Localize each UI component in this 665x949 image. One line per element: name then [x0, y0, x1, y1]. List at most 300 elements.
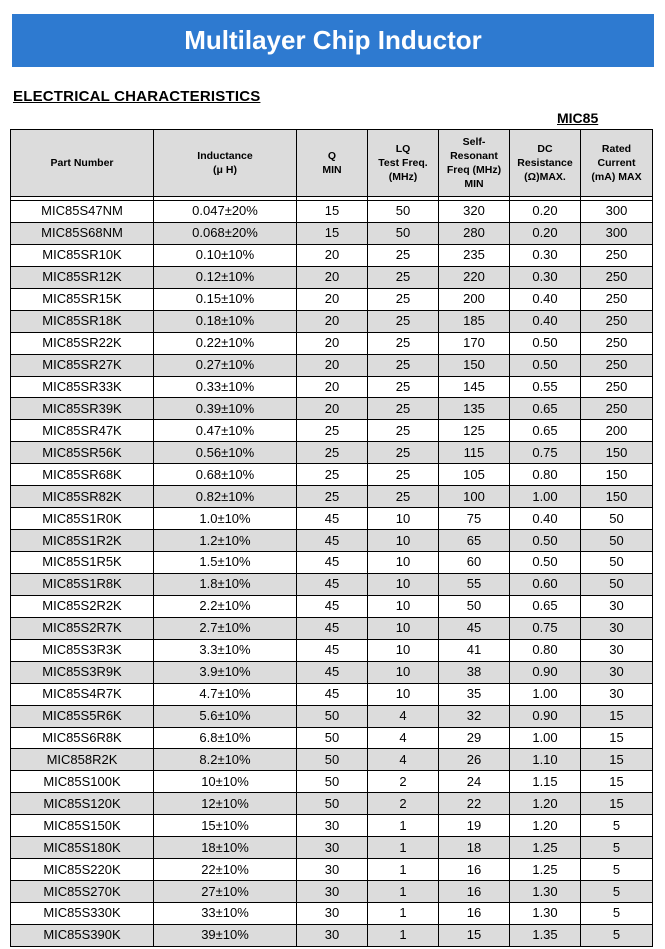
- cell-part-number: MIC85SR15K: [11, 288, 154, 310]
- cell-dc-resistance: 1.00: [510, 486, 581, 508]
- cell-rated-current: 5: [581, 837, 653, 859]
- cell-dc-resistance: 1.25: [510, 837, 581, 859]
- cell-inductance: 0.47±10%: [154, 420, 297, 442]
- cell-q-min: 30: [297, 859, 368, 881]
- cell-part-number: MIC85S1R8K: [11, 573, 154, 595]
- cell-lq-test-freq: 1: [368, 815, 439, 837]
- cell-inductance: 0.10±10%: [154, 244, 297, 266]
- cell-q-min: 45: [297, 617, 368, 639]
- column-header-lq-test-freq: [368, 130, 439, 197]
- table-row: [11, 639, 653, 661]
- column-header-text: Q: [327, 150, 337, 162]
- cell-part-number: MIC85S270K: [11, 881, 154, 903]
- cell-inductance: 6.8±10%: [154, 727, 297, 749]
- cell-rated-current: 30: [581, 661, 653, 683]
- cell-self-resonant-freq: 65: [439, 530, 510, 552]
- column-header-text: Inductance: [197, 150, 253, 162]
- section-heading: ELECTRICAL CHARACTERISTICS: [13, 88, 261, 105]
- cell-rated-current: 15: [581, 793, 653, 815]
- cell-self-resonant-freq: 100: [439, 486, 510, 508]
- table-row: [11, 398, 653, 420]
- cell-part-number: MIC85SR33K: [11, 376, 154, 398]
- cell-q-min: 50: [297, 705, 368, 727]
- cell-part-number: MIC85SR39K: [11, 398, 154, 420]
- cell-rated-current: 150: [581, 464, 653, 486]
- cell-dc-resistance: 0.80: [510, 464, 581, 486]
- cell-dc-resistance: 0.75: [510, 617, 581, 639]
- cell-inductance: 0.068±20%: [154, 222, 297, 244]
- table-row: [11, 354, 653, 376]
- cell-part-number: MIC85S6R8K: [11, 727, 154, 749]
- table-row: [11, 508, 653, 530]
- cell-self-resonant-freq: 55: [439, 573, 510, 595]
- cell-part-number: MIC85S390K: [11, 924, 154, 946]
- cell-inductance: 0.39±10%: [154, 398, 297, 420]
- cell-dc-resistance: 0.65: [510, 595, 581, 617]
- column-header-q-min: [297, 130, 368, 197]
- cell-inductance: 0.047±20%: [154, 201, 297, 223]
- cell-q-min: 45: [297, 639, 368, 661]
- cell-rated-current: 50: [581, 530, 653, 552]
- cell-inductance: 0.15±10%: [154, 288, 297, 310]
- cell-dc-resistance: 0.55: [510, 376, 581, 398]
- cell-lq-test-freq: 25: [368, 464, 439, 486]
- cell-dc-resistance: 0.30: [510, 266, 581, 288]
- table-row: [11, 749, 653, 771]
- cell-inductance: 3.3±10%: [154, 639, 297, 661]
- cell-self-resonant-freq: 280: [439, 222, 510, 244]
- table-row: [11, 661, 653, 683]
- table-header-row: [11, 130, 653, 197]
- cell-q-min: 30: [297, 924, 368, 946]
- cell-inductance: 15±10%: [154, 815, 297, 837]
- cell-dc-resistance: 0.50: [510, 530, 581, 552]
- cell-self-resonant-freq: 26: [439, 749, 510, 771]
- table-row: [11, 442, 653, 464]
- column-header-text: Test Freq.: [378, 157, 428, 169]
- table-row: [11, 310, 653, 332]
- cell-rated-current: 5: [581, 815, 653, 837]
- table-row: [11, 530, 653, 552]
- cell-q-min: 45: [297, 552, 368, 574]
- cell-rated-current: 30: [581, 595, 653, 617]
- cell-dc-resistance: 0.40: [510, 508, 581, 530]
- cell-q-min: 20: [297, 376, 368, 398]
- cell-self-resonant-freq: 41: [439, 639, 510, 661]
- cell-inductance: 0.56±10%: [154, 442, 297, 464]
- cell-inductance: 1.8±10%: [154, 573, 297, 595]
- cell-dc-resistance: 1.00: [510, 727, 581, 749]
- cell-inductance: 5.6±10%: [154, 705, 297, 727]
- cell-dc-resistance: 0.40: [510, 310, 581, 332]
- cell-dc-resistance: 1.25: [510, 859, 581, 881]
- cell-q-min: 20: [297, 266, 368, 288]
- table-body: [11, 197, 653, 947]
- column-header-text: MIN: [464, 178, 484, 190]
- cell-lq-test-freq: 25: [368, 310, 439, 332]
- column-header-text: Self-: [462, 136, 486, 148]
- cell-rated-current: 15: [581, 727, 653, 749]
- cell-lq-test-freq: 25: [368, 354, 439, 376]
- cell-self-resonant-freq: 170: [439, 332, 510, 354]
- cell-lq-test-freq: 10: [368, 573, 439, 595]
- table-row: [11, 288, 653, 310]
- cell-inductance: 39±10%: [154, 924, 297, 946]
- cell-inductance: 1.0±10%: [154, 508, 297, 530]
- cell-rated-current: 150: [581, 442, 653, 464]
- cell-inductance: 2.7±10%: [154, 617, 297, 639]
- cell-part-number: MIC85S1R0K: [11, 508, 154, 530]
- column-header-text: Rated: [601, 143, 632, 155]
- cell-q-min: 25: [297, 464, 368, 486]
- cell-self-resonant-freq: 35: [439, 683, 510, 705]
- cell-self-resonant-freq: 105: [439, 464, 510, 486]
- cell-rated-current: 250: [581, 332, 653, 354]
- cell-dc-resistance: 0.50: [510, 354, 581, 376]
- cell-lq-test-freq: 10: [368, 508, 439, 530]
- column-header-rated-current: [581, 130, 653, 197]
- table-row: [11, 244, 653, 266]
- cell-lq-test-freq: 2: [368, 771, 439, 793]
- cell-rated-current: 15: [581, 705, 653, 727]
- cell-self-resonant-freq: 45: [439, 617, 510, 639]
- cell-lq-test-freq: 10: [368, 530, 439, 552]
- cell-inductance: 0.33±10%: [154, 376, 297, 398]
- column-header-text: (μ H): [213, 164, 237, 176]
- cell-inductance: 0.82±10%: [154, 486, 297, 508]
- cell-rated-current: 250: [581, 310, 653, 332]
- cell-q-min: 45: [297, 683, 368, 705]
- cell-lq-test-freq: 1: [368, 837, 439, 859]
- cell-q-min: 20: [297, 354, 368, 376]
- cell-part-number: MIC85S2R7K: [11, 617, 154, 639]
- cell-part-number: MIC85SR27K: [11, 354, 154, 376]
- cell-q-min: 30: [297, 903, 368, 925]
- cell-part-number: MIC85SR82K: [11, 486, 154, 508]
- cell-inductance: 2.2±10%: [154, 595, 297, 617]
- cell-lq-test-freq: 4: [368, 727, 439, 749]
- table-row: [11, 332, 653, 354]
- cell-part-number: MIC85SR22K: [11, 332, 154, 354]
- table-row: [11, 222, 653, 244]
- cell-part-number: MIC85S1R2K: [11, 530, 154, 552]
- cell-self-resonant-freq: 235: [439, 244, 510, 266]
- cell-self-resonant-freq: 15: [439, 924, 510, 946]
- table-row: [11, 793, 653, 815]
- cell-self-resonant-freq: 32: [439, 705, 510, 727]
- cell-lq-test-freq: 1: [368, 924, 439, 946]
- cell-q-min: 25: [297, 486, 368, 508]
- cell-dc-resistance: 1.10: [510, 749, 581, 771]
- cell-self-resonant-freq: 50: [439, 595, 510, 617]
- table-row: [11, 837, 653, 859]
- page-title-banner: [12, 14, 654, 67]
- cell-self-resonant-freq: 125: [439, 420, 510, 442]
- cell-rated-current: 200: [581, 420, 653, 442]
- cell-dc-resistance: 0.75: [510, 442, 581, 464]
- table-row: [11, 683, 653, 705]
- column-header-self-resonant-freq: [439, 130, 510, 197]
- cell-rated-current: 250: [581, 288, 653, 310]
- cell-lq-test-freq: 10: [368, 595, 439, 617]
- cell-inductance: 8.2±10%: [154, 749, 297, 771]
- cell-inductance: 18±10%: [154, 837, 297, 859]
- cell-part-number: MIC85S220K: [11, 859, 154, 881]
- cell-lq-test-freq: 4: [368, 705, 439, 727]
- cell-part-number: MIC85S100K: [11, 771, 154, 793]
- cell-q-min: 45: [297, 661, 368, 683]
- cell-q-min: 25: [297, 420, 368, 442]
- cell-dc-resistance: 0.65: [510, 398, 581, 420]
- cell-rated-current: 250: [581, 244, 653, 266]
- cell-lq-test-freq: 10: [368, 617, 439, 639]
- table-row: [11, 617, 653, 639]
- cell-q-min: 45: [297, 595, 368, 617]
- column-header-inductance: [154, 130, 297, 197]
- cell-q-min: 45: [297, 530, 368, 552]
- cell-self-resonant-freq: 16: [439, 881, 510, 903]
- cell-lq-test-freq: 10: [368, 639, 439, 661]
- table-row: [11, 486, 653, 508]
- cell-self-resonant-freq: 18: [439, 837, 510, 859]
- table-row: [11, 595, 653, 617]
- column-header-text: Freq (MHz): [446, 164, 502, 176]
- cell-inductance: 33±10%: [154, 903, 297, 925]
- cell-q-min: 30: [297, 837, 368, 859]
- cell-rated-current: 15: [581, 749, 653, 771]
- cell-rated-current: 250: [581, 398, 653, 420]
- cell-q-min: 15: [297, 201, 368, 223]
- column-header-text: (Ω)MAX.: [524, 171, 566, 183]
- cell-lq-test-freq: 50: [368, 222, 439, 244]
- cell-inductance: 0.68±10%: [154, 464, 297, 486]
- table-row: [11, 815, 653, 837]
- cell-part-number: MIC85SR56K: [11, 442, 154, 464]
- table-row: [11, 903, 653, 925]
- cell-rated-current: 300: [581, 201, 653, 223]
- cell-dc-resistance: 0.60: [510, 573, 581, 595]
- column-header-text: LQ: [395, 143, 411, 155]
- cell-lq-test-freq: 25: [368, 244, 439, 266]
- cell-q-min: 20: [297, 332, 368, 354]
- cell-rated-current: 30: [581, 617, 653, 639]
- cell-dc-resistance: 1.15: [510, 771, 581, 793]
- table-row: [11, 201, 653, 223]
- cell-lq-test-freq: 1: [368, 903, 439, 925]
- cell-lq-test-freq: 10: [368, 552, 439, 574]
- cell-q-min: 50: [297, 749, 368, 771]
- cell-dc-resistance: 0.50: [510, 332, 581, 354]
- cell-dc-resistance: 0.65: [510, 420, 581, 442]
- cell-self-resonant-freq: 320: [439, 201, 510, 223]
- cell-inductance: 22±10%: [154, 859, 297, 881]
- cell-part-number: MIC85S120K: [11, 793, 154, 815]
- cell-self-resonant-freq: 115: [439, 442, 510, 464]
- cell-self-resonant-freq: 24: [439, 771, 510, 793]
- electrical-characteristics-table: [10, 129, 653, 947]
- table-row: [11, 727, 653, 749]
- cell-lq-test-freq: 4: [368, 749, 439, 771]
- cell-dc-resistance: 0.80: [510, 639, 581, 661]
- cell-lq-test-freq: 1: [368, 881, 439, 903]
- table-row: [11, 420, 653, 442]
- cell-rated-current: 5: [581, 903, 653, 925]
- cell-part-number: MIC85S47NM: [11, 201, 154, 223]
- page-title: Multilayer Chip Inductor: [184, 25, 482, 55]
- cell-part-number: MIC85S68NM: [11, 222, 154, 244]
- cell-part-number: MIC85SR12K: [11, 266, 154, 288]
- cell-part-number: MIC85S330K: [11, 903, 154, 925]
- cell-inductance: 4.7±10%: [154, 683, 297, 705]
- cell-lq-test-freq: 2: [368, 793, 439, 815]
- cell-lq-test-freq: 50: [368, 201, 439, 223]
- cell-part-number: MIC85S150K: [11, 815, 154, 837]
- table-row: [11, 924, 653, 946]
- cell-self-resonant-freq: 220: [439, 266, 510, 288]
- cell-lq-test-freq: 10: [368, 683, 439, 705]
- cell-self-resonant-freq: 185: [439, 310, 510, 332]
- cell-q-min: 50: [297, 793, 368, 815]
- cell-q-min: 50: [297, 771, 368, 793]
- cell-q-min: 20: [297, 244, 368, 266]
- column-header-text: Part Number: [50, 157, 114, 169]
- cell-rated-current: 50: [581, 573, 653, 595]
- column-header-text: Current: [597, 157, 636, 169]
- cell-inductance: 12±10%: [154, 793, 297, 815]
- cell-rated-current: 50: [581, 552, 653, 574]
- model-label: MIC85: [557, 110, 599, 126]
- column-header-text: Resonant: [450, 150, 498, 162]
- cell-inductance: 1.2±10%: [154, 530, 297, 552]
- cell-dc-resistance: 0.20: [510, 201, 581, 223]
- cell-self-resonant-freq: 150: [439, 354, 510, 376]
- cell-rated-current: 30: [581, 683, 653, 705]
- column-header-text: Resistance: [517, 157, 573, 169]
- cell-self-resonant-freq: 60: [439, 552, 510, 574]
- cell-self-resonant-freq: 16: [439, 903, 510, 925]
- cell-part-number: MIC85SR10K: [11, 244, 154, 266]
- table-row: [11, 376, 653, 398]
- cell-self-resonant-freq: 200: [439, 288, 510, 310]
- cell-lq-test-freq: 25: [368, 442, 439, 464]
- cell-inductance: 3.9±10%: [154, 661, 297, 683]
- cell-lq-test-freq: 10: [368, 661, 439, 683]
- cell-part-number: MIC85S2R2K: [11, 595, 154, 617]
- column-header-text: (mA) MAX: [591, 171, 642, 183]
- cell-dc-resistance: 1.00: [510, 683, 581, 705]
- cell-q-min: 30: [297, 815, 368, 837]
- cell-dc-resistance: 1.20: [510, 793, 581, 815]
- cell-dc-resistance: 1.30: [510, 903, 581, 925]
- cell-part-number: MIC85S180K: [11, 837, 154, 859]
- cell-self-resonant-freq: 16: [439, 859, 510, 881]
- column-header-dc-resistance: [510, 130, 581, 197]
- cell-q-min: 20: [297, 288, 368, 310]
- cell-part-number: MIC85S1R5K: [11, 552, 154, 574]
- cell-part-number: MIC85S4R7K: [11, 683, 154, 705]
- cell-lq-test-freq: 25: [368, 398, 439, 420]
- table-row: [11, 573, 653, 595]
- column-header-text: (MHz): [388, 171, 418, 183]
- cell-dc-resistance: 1.35: [510, 924, 581, 946]
- cell-self-resonant-freq: 29: [439, 727, 510, 749]
- cell-rated-current: 150: [581, 486, 653, 508]
- cell-inductance: 0.27±10%: [154, 354, 297, 376]
- cell-self-resonant-freq: 19: [439, 815, 510, 837]
- cell-q-min: 50: [297, 727, 368, 749]
- cell-rated-current: 50: [581, 508, 653, 530]
- cell-q-min: 15: [297, 222, 368, 244]
- cell-rated-current: 300: [581, 222, 653, 244]
- cell-lq-test-freq: 25: [368, 376, 439, 398]
- cell-lq-test-freq: 25: [368, 266, 439, 288]
- cell-rated-current: 250: [581, 266, 653, 288]
- table-row: [11, 859, 653, 881]
- cell-lq-test-freq: 1: [368, 859, 439, 881]
- cell-lq-test-freq: 25: [368, 420, 439, 442]
- table-row: [11, 771, 653, 793]
- cell-dc-resistance: 1.20: [510, 815, 581, 837]
- cell-lq-test-freq: 25: [368, 332, 439, 354]
- cell-inductance: 0.18±10%: [154, 310, 297, 332]
- cell-part-number: MIC85SR18K: [11, 310, 154, 332]
- cell-rated-current: 15: [581, 771, 653, 793]
- cell-lq-test-freq: 25: [368, 288, 439, 310]
- cell-inductance: 0.22±10%: [154, 332, 297, 354]
- cell-rated-current: 30: [581, 639, 653, 661]
- cell-q-min: 20: [297, 398, 368, 420]
- cell-dc-resistance: 0.30: [510, 244, 581, 266]
- table-row: [11, 464, 653, 486]
- cell-inductance: 1.5±10%: [154, 552, 297, 574]
- column-header-text: MIN: [322, 164, 342, 176]
- cell-inductance: 10±10%: [154, 771, 297, 793]
- cell-part-number: MIC85SR68K: [11, 464, 154, 486]
- cell-q-min: 25: [297, 442, 368, 464]
- cell-dc-resistance: 0.40: [510, 288, 581, 310]
- cell-self-resonant-freq: 38: [439, 661, 510, 683]
- cell-rated-current: 250: [581, 376, 653, 398]
- cell-part-number: MIC858R2K: [11, 749, 154, 771]
- cell-dc-resistance: 0.90: [510, 661, 581, 683]
- cell-rated-current: 5: [581, 881, 653, 903]
- cell-self-resonant-freq: 145: [439, 376, 510, 398]
- cell-part-number: MIC85SR47K: [11, 420, 154, 442]
- cell-q-min: 45: [297, 573, 368, 595]
- cell-part-number: MIC85S3R9K: [11, 661, 154, 683]
- table-row: [11, 705, 653, 727]
- cell-q-min: 20: [297, 310, 368, 332]
- cell-self-resonant-freq: 22: [439, 793, 510, 815]
- cell-rated-current: 5: [581, 859, 653, 881]
- column-header-text: DC: [537, 143, 553, 155]
- cell-inductance: 0.12±10%: [154, 266, 297, 288]
- cell-dc-resistance: 1.30: [510, 881, 581, 903]
- cell-lq-test-freq: 25: [368, 486, 439, 508]
- cell-rated-current: 250: [581, 354, 653, 376]
- table-row: [11, 552, 653, 574]
- table-row: [11, 266, 653, 288]
- table-row: [11, 881, 653, 903]
- cell-self-resonant-freq: 135: [439, 398, 510, 420]
- cell-inductance: 27±10%: [154, 881, 297, 903]
- cell-rated-current: 5: [581, 924, 653, 946]
- cell-part-number: MIC85S3R3K: [11, 639, 154, 661]
- cell-dc-resistance: 0.50: [510, 552, 581, 574]
- cell-self-resonant-freq: 75: [439, 508, 510, 530]
- cell-q-min: 30: [297, 881, 368, 903]
- cell-q-min: 45: [297, 508, 368, 530]
